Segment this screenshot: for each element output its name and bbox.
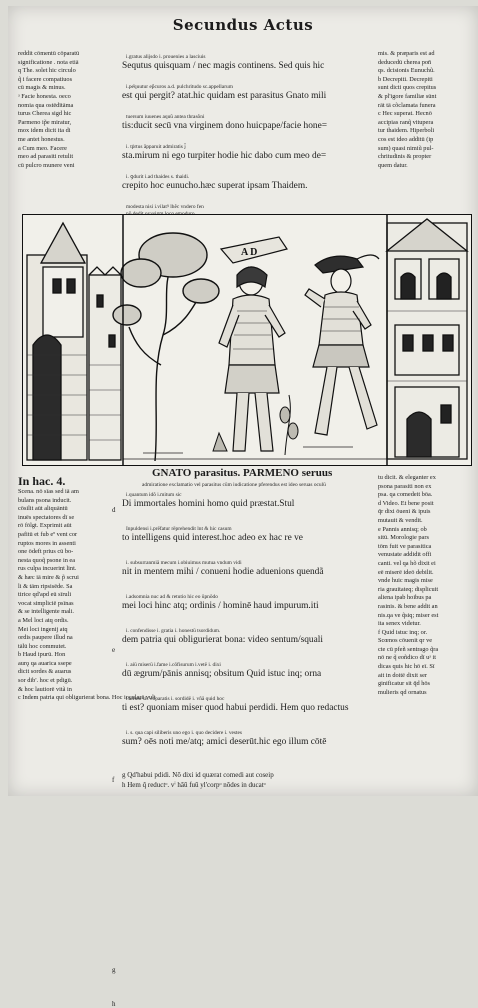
- gloss-line: cōsilit aūt aliquāntū: [18, 505, 68, 513]
- verse-line: mei loci hinc atq; ordinis / hominē haud impurum.iti: [122, 601, 319, 611]
- interlinear-gloss: i. tṗrtus ãpparuit admiratis j̃: [126, 144, 186, 150]
- left-tower-building: [27, 223, 121, 460]
- running-head: Secundus Actus: [172, 16, 314, 34]
- gloss-line: reddit cōmentū cōparatū: [18, 50, 80, 57]
- verse-line: ti est? quoniam miser quod habui perdidi. Hem quo redactus: [122, 703, 349, 713]
- gloss-line: f Quid istuc inq; or.: [378, 628, 428, 636]
- gloss-line: mis. & præparis est ad: [378, 50, 435, 57]
- gloss-line: canti. vel qa hõ dixit ei: [378, 559, 436, 567]
- figure-gnato: [219, 267, 285, 451]
- interlinear-gloss: i. confendisse i. gratia i. honestū tsordidum.: [126, 628, 221, 634]
- gloss-line: nesta quoq̃ psone in ea: [18, 556, 76, 564]
- footer-gloss-line: h Hem q̃ reductᵒ. vⁱ hāū fuū yl'corpᵒ nōdes in ducatᵒ: [122, 781, 266, 789]
- interlinear-gloss: i. ꝯdurit i.ad thaides s. thaidi.: [126, 174, 190, 180]
- gloss-line: ᵃ Facie honesta. oeco: [18, 92, 71, 100]
- right-commentary-top: [378, 50, 472, 170]
- gloss-line: e Pannis annisq; ob: [378, 525, 427, 533]
- gloss-line: ria grauitateq; displicuit: [378, 585, 439, 593]
- gloss-line: tālū hoc commutet.: [18, 642, 67, 650]
- woodcut-illustration: [22, 214, 472, 466]
- verse-line: dū ægrum/pānis annisq; obsitum Quid istuc inq; orna: [122, 669, 322, 679]
- gloss-line: dicit sordes & auarus: [18, 668, 72, 676]
- gloss-line: d Video. Et bene posit: [378, 499, 434, 507]
- tree: [113, 233, 219, 461]
- figure-parmeno: [305, 255, 379, 435]
- marginal-siglum: f: [112, 776, 115, 784]
- gloss-line: cos est ideo additū (ip: [378, 135, 434, 143]
- bottom-commentary-lines: [122, 770, 472, 794]
- gloss-line: ita senex videtur.: [378, 620, 421, 628]
- gloss-line: q̄r dixi ōueni & ipuis: [378, 508, 431, 516]
- gloss-line: dicas quis hic hō eī. Sī: [378, 663, 435, 671]
- scene-heading: GNATO parasitus. PARMENO seruus: [152, 467, 333, 479]
- footer-gloss-line: g Qd'habui pdidi. Nō dixi id quærat comedi aut coseip: [122, 771, 274, 779]
- gloss-line: tu dicit. & eleganter ex: [378, 474, 436, 481]
- interlinear-gloss: i.atfulo sic coparatis i. sordidē i. vñā quid hoc: [126, 696, 225, 702]
- gloss-line: In hac. 4.: [18, 474, 66, 488]
- gloss-line: ginificatur sit q̄d hōs: [378, 680, 430, 688]
- gloss-line: quem datur.: [378, 161, 408, 169]
- marginal-siglum: h: [112, 1000, 116, 1008]
- gloss-line: cū pulcro munere veni: [18, 161, 75, 169]
- gloss-line: rus culpa incuerint lint.: [18, 565, 77, 573]
- gloss-line: psona parasiti non ex: [378, 482, 432, 490]
- gloss-line: tirice qd'apd eū sīruli: [18, 591, 72, 599]
- gloss-line: aliena ipab hoibus pa: [378, 594, 432, 602]
- banner-text: A D: [241, 247, 258, 258]
- gloss-line: a Cum meo. Facere: [18, 144, 67, 152]
- gloss-line: q̃ i facere compatiuos: [18, 75, 73, 83]
- gloss-line: mox idem dicit ita di: [18, 127, 71, 135]
- gloss-line: rāt tā cõclamata funera: [378, 101, 436, 109]
- gloss-line: li & tām ripsisēde. Sa: [18, 582, 73, 590]
- right-town-buildings: [387, 219, 467, 459]
- interlinear-gloss: i.adsomnia nuc ad & retutio hic eo ūpnōdo: [126, 594, 218, 600]
- interlinear-gloss: Inpuldensi i.prēfatur rēprehendit lnt & hic casum: [126, 526, 232, 532]
- gloss-line: sum) quasi nimiũ pul-: [378, 144, 434, 152]
- left-commentary-top: [18, 50, 110, 170]
- verse-line: Di immortales homini homo quid præstat.Stul: [122, 499, 295, 509]
- verse-line: nit in mentem mihi / conueni hodie aduenions quendã: [122, 567, 324, 577]
- gloss-line: turus Cherea sigd hic: [18, 110, 72, 118]
- verse-line: Sequtus quisquam / nec magis continens. Sed quis hic: [122, 61, 325, 71]
- main-verses-top: [122, 50, 370, 210]
- gloss-line: sor dib'. hoc et pdigū.: [18, 677, 73, 685]
- interlinear-gloss: i. aiū miserū i.fame i.cōfisurum i.vetē i. dixi: [126, 662, 221, 668]
- gloss-line: me antet honestus.: [18, 135, 65, 143]
- verse-line: dem patria qui obligurierat bona: video sentum/squali: [122, 635, 323, 645]
- gloss-line: nomia qua ostēdītāma: [18, 101, 74, 109]
- gloss-line: vocat simpliciē psīnas: [18, 599, 74, 607]
- gloss-line: chritudinis & propter: [378, 153, 432, 161]
- gloss-line: ait in doitē dixit ser: [378, 671, 427, 679]
- marginal-siglum: e: [112, 646, 116, 654]
- gloss-line: nis.qa ve q̃siq; miser est: [378, 611, 439, 619]
- verse-line: sta.mirum ni ego turpiter hodie hic dabo cum meo de=: [122, 151, 327, 161]
- woodcut-scene: [23, 215, 471, 465]
- verse-line: crepito hoc eunucho.hæc superat ipsam Thaidem.: [122, 181, 308, 191]
- gloss-line: qs. dcisionis Eunuchũ.: [378, 67, 435, 75]
- gloss-line: accipias ranq̃ vitupera: [378, 118, 434, 126]
- gloss-line: tur thaidem. Hiperboli: [378, 127, 435, 135]
- interlinear-gloss: modesta nisi i.vilatꝰ lhẽc vndero fen: [126, 204, 204, 210]
- main-verses-bottom: [122, 468, 374, 768]
- gloss-line: Mei loci ingenij atq: [18, 625, 68, 633]
- gloss-line: cū magis & minus.: [18, 84, 66, 92]
- right-commentary-bottom: [378, 474, 472, 697]
- ground: [123, 447, 393, 459]
- interlinear-gloss: i.gratus alijsdo i. prouenies a lasciuis: [126, 54, 206, 60]
- verse-line: to intelligens quid interest.hoc adeo ex hac re ve: [122, 533, 303, 543]
- interlinear-gloss: i.pe̊quutur ep̃curos a.d. pulchritudo sc.appellarum: [126, 84, 233, 90]
- gloss-line: venustate addidit offi: [378, 551, 432, 559]
- gloss-line: pafitū et fub eº vent cor: [18, 530, 78, 538]
- gloss-line: c Hec superat. Hecnō: [378, 110, 432, 118]
- interlinear-gloss: i.quantum idõ i.mitum sic: [126, 492, 182, 498]
- gloss-line: aurǫ qa auarica ssepe: [18, 659, 72, 667]
- verse-line: tis:ducit secū vna virginem dono huicpape/facie hone=: [122, 121, 328, 131]
- gloss-line: ordis paupere illud na: [18, 634, 73, 642]
- book-page: [8, 6, 478, 1008]
- figure-banner: [221, 237, 287, 263]
- verse-line: sum? oēs noti me/atq; amici deserūt.hic ego illum cōtē: [122, 737, 327, 747]
- gloss-line: rasinis. & bene addit an: [378, 602, 438, 610]
- gloss-line: rō fōlgt. Exprimit aūt: [18, 522, 72, 530]
- gloss-line: one ōdeft prius cū bo-: [18, 548, 74, 556]
- gloss-line: sunt dicti quos crepitus: [378, 84, 437, 92]
- interlinear-gloss: i. s. qua capi siliberis uno ego i. quo decidere i. vestes: [126, 730, 243, 736]
- gloss-line: Scena. nō sīas sed iā am: [18, 488, 79, 495]
- gloss-line: vnde huic magis mise: [378, 577, 433, 585]
- plants: [213, 395, 298, 455]
- gloss-line: c Indem patria qui obligurierat bona. Hoc iocularē vult: [18, 694, 156, 702]
- gloss-line: tōm fuit ve parasitica: [378, 542, 432, 550]
- gloss-line: bulans psona inducit.: [18, 496, 72, 504]
- gloss-line: deducedū cherea pon̄: [378, 58, 432, 66]
- verse-line: est qui pergit? atat.hic quidam est parasitus Gnato mili: [122, 91, 327, 101]
- gloss-line: sitū. Morologie pars: [378, 534, 429, 542]
- gloss-line: mutauit & vendit.: [378, 516, 423, 524]
- gloss-line: significatione . nota etiā: [18, 58, 79, 66]
- gloss-line: Scœnos cōuenit qr ve: [378, 637, 433, 645]
- interlinear-gloss: tuersum iuuenes aquũ antea thrasõni: [126, 114, 205, 120]
- gloss-line: cte cū pfeñ sentrago q̃ra: [378, 645, 439, 653]
- gloss-line: a Mel loci atq ordis.: [18, 616, 69, 624]
- gloss-line: mulieris qd ornatus: [378, 688, 427, 696]
- gloss-line: eē miserē ideō debilit.: [378, 568, 434, 576]
- scene-heading-gloss: admiratione exclamatio vel parasitus cūm iudicatione pferendus est ideo seruas oculū: [142, 482, 326, 488]
- gloss-line: q The. solet hic circulo: [18, 67, 76, 75]
- gloss-line: inuēs spectatores dī se: [18, 513, 75, 521]
- interlinear-gloss: i. subsurranmiā mecum i.obiuimus mutua vndum vidi: [126, 560, 242, 566]
- gloss-line: & se intelligente mali.: [18, 608, 74, 616]
- gloss-line: nō ne q̃ eoñdico dī uᵃ it: [378, 654, 437, 662]
- gloss-line: psa. qa comedeit bōa.: [378, 491, 433, 499]
- gloss-line: ruptos mores in assenti: [18, 539, 76, 547]
- gloss-line: b Haud ipurū. Hon: [18, 651, 66, 659]
- gloss-line: & hoc lautiorē vitã in: [18, 685, 72, 693]
- marginal-siglum: g: [112, 966, 116, 974]
- gloss-line: meo ad parasiti retulit: [18, 153, 74, 161]
- gloss-line: b Decrepiti. Decrepiti: [378, 75, 433, 83]
- gloss-line: & hæc iā mire & p̃ scrui: [18, 573, 79, 581]
- marginal-siglum: d: [112, 506, 116, 514]
- gloss-line: & pl'igore familiæ sūnt: [378, 92, 437, 100]
- gloss-line: Parmeno ip̃e miratur,: [18, 118, 72, 126]
